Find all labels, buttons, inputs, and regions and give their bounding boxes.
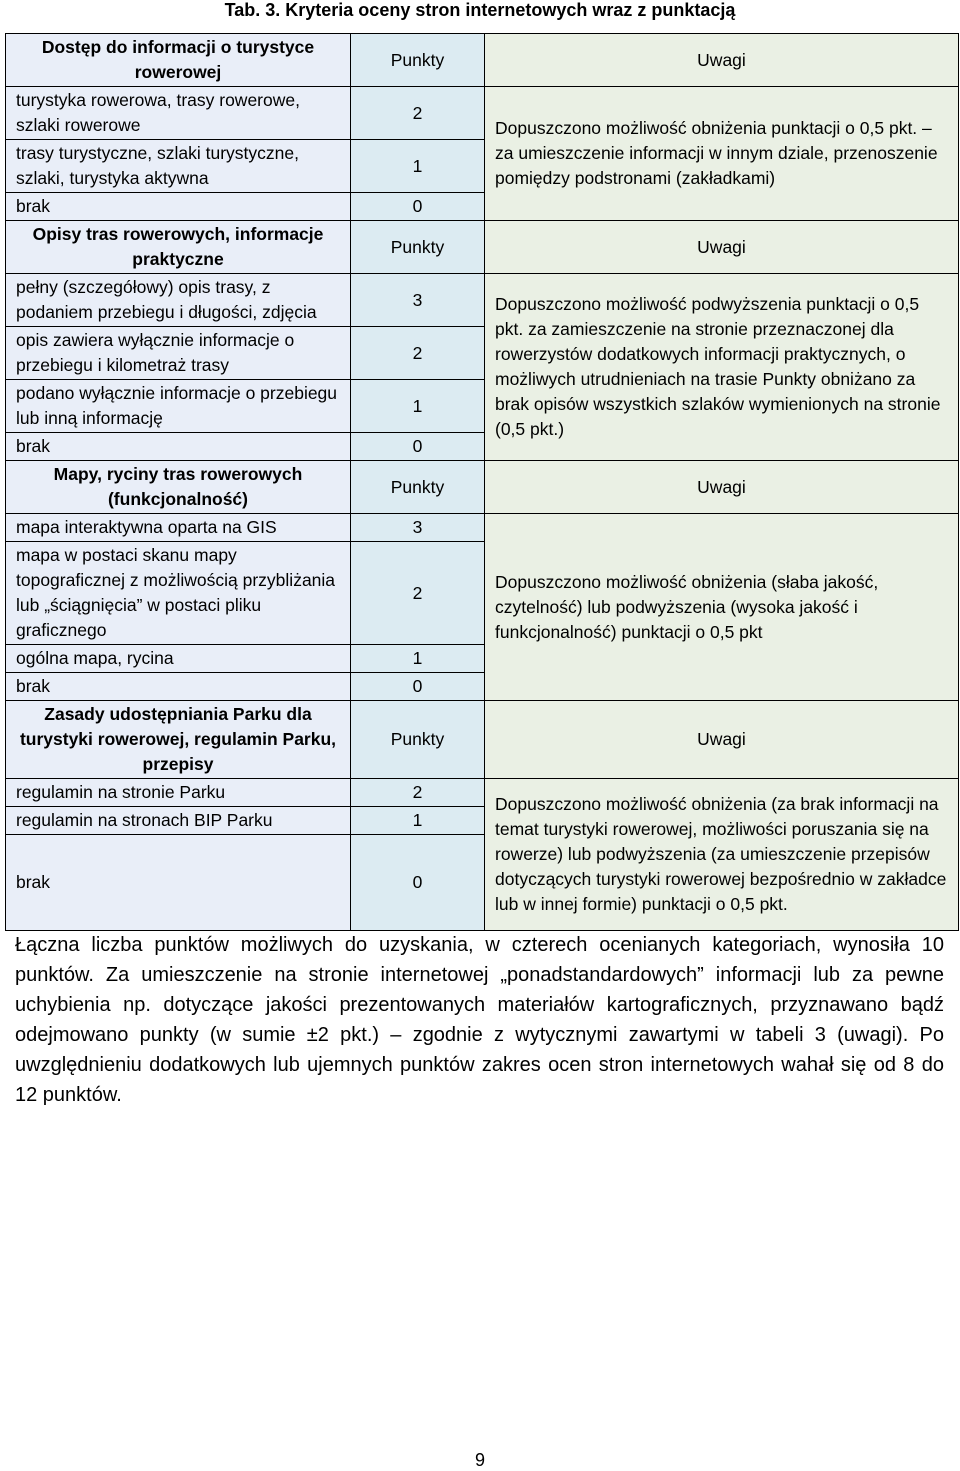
table-caption — [0, 0, 960, 20]
notes-header: Uwagi — [485, 221, 959, 274]
section-header-row — [6, 701, 959, 779]
criterion-label: brak — [6, 835, 351, 931]
points-header: Punkty — [351, 701, 485, 779]
criterion-points: 2 — [351, 87, 485, 140]
criterion-points: 1 — [351, 645, 485, 673]
criterion-label: trasy turystyczne, szlaki turystyczne, szlaki, turystyka aktywna — [6, 140, 351, 193]
points-header: Punkty — [351, 461, 485, 514]
section-title: Mapy, ryciny tras rowerowych (funkcjonalność) — [6, 461, 351, 514]
table-row — [6, 274, 959, 327]
notes-header: Uwagi — [485, 34, 959, 87]
criterion-points: 2 — [351, 542, 485, 645]
summary-paragraph: Łączna liczba punktów możliwych do uzyskania, w czterech ocenianych kategoriach, wynosiła 10 punktów. Za umieszczenie na stronie internetowej „ponadstandardowych” informacji lub za pewne uchybienia np. dotyczące jakości prezentowanych materiałów kartograficznych, przyznawano bądź odejmowano punkty (w sumie ±2 pkt.) – zgodnie z wytycznymi zawartymi w tabeli 3 (uwagi). Po uwzględnieniu dodatkowych lub ujemnych punktów zakres ocen stron internetowych wahał się od 8 do 12 punktów. — [15, 934, 944, 1106]
criterion-label: podano wyłącznie informacje o przebiegu lub inną informację — [6, 380, 351, 433]
criterion-label: turystyka rowerowa, trasy rowerowe, szlaki rowerowe — [6, 87, 351, 140]
notes-header: Uwagi — [485, 701, 959, 779]
section-header-row — [6, 34, 959, 87]
section-note: Dopuszczono możliwość podwyższenia punktacji o 0,5 pkt. za zamieszczenie na stronie przeznaczonej dla rowerzystów dodatkowych informacji praktycznych, o możliwych utrudnieniach na trasie Punkty obniżano za brak opisów wszystkich szlaków wymienionych na stronie (0,5 pkt.) — [485, 274, 959, 461]
points-header: Punkty — [351, 34, 485, 87]
table-row — [6, 514, 959, 542]
criterion-label: brak — [6, 673, 351, 701]
criterion-points: 2 — [351, 779, 485, 807]
section-note: Dopuszczono możliwość obniżenia (za brak informacji na temat turystyki rowerowej, możliwości poruszania się na rowerze) lub podwyższenia (za umieszczenie przepisów dotyczących turystyki rowerowej bezpośrednio w zakładce lub w innej formie) punktacji o 0,5 pkt. — [485, 779, 959, 931]
page-number: 9 — [474, 1450, 485, 1470]
criterion-points: 0 — [351, 835, 485, 931]
criterion-points: 1 — [351, 380, 485, 433]
criterion-label: mapa w postaci skanu mapy topograficznej z możliwością przybliżania lub „ściągnięcia” w postaci pliku graficznego — [6, 542, 351, 645]
section-title: Dostęp do informacji o turystyce rowerowej — [6, 34, 351, 87]
criterion-label: regulamin na stronach BIP Parku — [6, 807, 351, 835]
criterion-label: mapa interaktywna oparta na GIS — [6, 514, 351, 542]
criterion-label: brak — [6, 433, 351, 461]
criterion-points: 2 — [351, 327, 485, 380]
criterion-points: 3 — [351, 274, 485, 327]
section-note: Dopuszczono możliwość obniżenia punktacji o 0,5 pkt. – za umieszczenie informacji w innym dziale, przenoszenie pomiędzy podstronami (zakładkami) — [485, 87, 959, 221]
criteria-table — [5, 33, 959, 931]
criterion-label: opis zawiera wyłącznie informacje o przebiegu i kilometraż trasy — [6, 327, 351, 380]
criterion-points: 0 — [351, 433, 485, 461]
criterion-points: 3 — [351, 514, 485, 542]
points-header: Punkty — [351, 221, 485, 274]
criterion-points: 0 — [351, 193, 485, 221]
section-header-row — [6, 461, 959, 514]
criterion-points: 1 — [351, 807, 485, 835]
criterion-points: 1 — [351, 140, 485, 193]
table-caption-text: Tab. 3. Kryteria oceny stron internetowych wraz z punktacją — [224, 0, 736, 20]
criterion-label: ogólna mapa, rycina — [6, 645, 351, 673]
table-row — [6, 779, 959, 807]
section-title: Zasady udostępniania Parku dla turystyki rowerowej, regulamin Parku, przepisy — [6, 701, 351, 779]
section-title: Opisy tras rowerowych, informacje praktyczne — [6, 221, 351, 274]
criterion-label: regulamin na stronie Parku — [6, 779, 351, 807]
table-row — [6, 87, 959, 140]
criterion-label: brak — [6, 193, 351, 221]
section-note: Dopuszczono możliwość obniżenia (słaba jakość, czytelność) lub podwyższenia (wysoka jakość i funkcjonalność) punktacji o 0,5 pkt — [485, 514, 959, 701]
criterion-label: pełny (szczegółowy) opis trasy, z podaniem przebiegu i długości, zdjęcia — [6, 274, 351, 327]
section-header-row — [6, 221, 959, 274]
criterion-points: 0 — [351, 673, 485, 701]
notes-header: Uwagi — [485, 461, 959, 514]
